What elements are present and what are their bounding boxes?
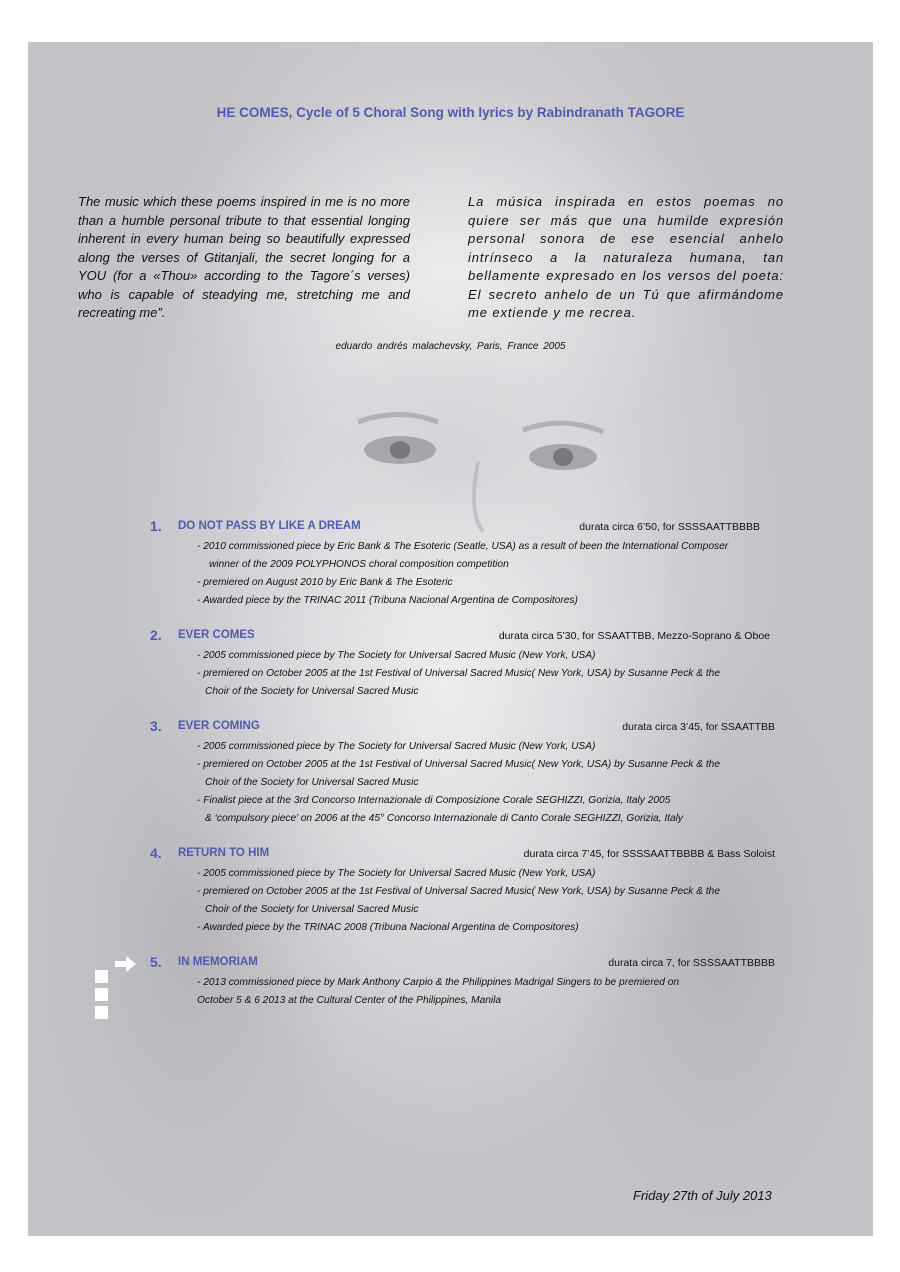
work-durata: durata circa 7’45, for SSSSAATTBBBB & Bass Soloist	[523, 848, 775, 860]
work-note: October 5 & 6 2013 at the Cultural Center of the Philippines, Manila	[197, 995, 502, 1006]
document-date: Friday 27th of July 2013	[633, 1188, 772, 1203]
work-item	[150, 518, 760, 610]
work-durata: durata circa 3’45, for SSAATTBB	[622, 721, 775, 733]
work-note: - Awarded piece by the TRINAC 2011 (Tribuna Nacional Argentina de Compositores)	[197, 595, 578, 606]
intro-spanish: La música inspirada en estos poemas no quiere ser más que una humilde expresión personal sonora de ese esencial anhelo intrínseco a la naturaleza humana, tan bellamente expresado en los versos del poeta: El secreto anhelo de un Tú que afirmándome me extiende y me recrea.	[468, 194, 784, 320]
work-note: Choir of the Society for Universal Sacred Music	[205, 904, 419, 915]
work-durata: durata circa 7, for SSSSAATTBBBB	[608, 957, 775, 969]
work-item	[150, 845, 775, 937]
work-item	[150, 627, 770, 701]
work-note: - premiered on October 2005 at the 1st Festival of Universal Sacred Music( New York, USA) by Susanne Peck & the	[197, 886, 721, 897]
work-number: 5.	[150, 954, 162, 970]
work-note: - 2005 commissioned piece by The Society for Universal Sacred Music (New York, USA)	[197, 650, 596, 661]
work-title: DO NOT PASS BY LIKE A DREAM	[178, 520, 361, 532]
work-item	[150, 718, 775, 828]
work-title: EVER COMING	[178, 720, 260, 732]
page-title: HE COMES, Cycle of 5 Choral Song with lyrics by Rabindranath TAGORE	[216, 105, 685, 120]
work-note: - 2005 commissioned piece by The Society for Universal Sacred Music (New York, USA)	[197, 741, 596, 752]
work-number: 1.	[150, 518, 162, 534]
work-note: - Awarded piece by the TRINAC 2008 (Tribuna Nacional Argentina de Compositores)	[197, 922, 579, 933]
work-note: - 2013 commissioned piece by Mark Anthony Carpio & the Philippines Madrigal Singers to be premiered on	[197, 977, 680, 988]
work-note: Choir of the Society for Universal Sacred Music	[205, 777, 419, 788]
work-note: - premiered on October 2005 at the 1st Festival of Universal Sacred Music( New York, USA) by Susanne Peck & the	[197, 759, 721, 770]
intro-english: The music which these poems inspired in me is no more than a humble personal tribute to that essential longing inherent in every human being so beautifully expressed along the verses of Gtitanjali, the secret longing for a YOU (for a «Thou» according to the Tagore´s verses) who is capable of steadying me, stretching me and recreating me”.	[78, 194, 410, 320]
menu-squares-icon[interactable]	[95, 970, 109, 1020]
work-number: 3.	[150, 718, 162, 734]
work-title: RETURN TO HIM	[178, 847, 270, 859]
work-note: - premiered on October 2005 at the 1st Festival of Universal Sacred Music( New York, USA) by Susanne Peck & the	[197, 668, 721, 679]
author-signature: eduardo andrés malachevsky, Paris, France 2005	[335, 341, 566, 352]
background-panel	[28, 42, 873, 1236]
work-note: - 2005 commissioned piece by The Society for Universal Sacred Music (New York, USA)	[197, 868, 596, 879]
work-durata: durata circa 5’30, for SSAATTBB, Mezzo-Soprano & Oboe	[498, 630, 770, 642]
work-number: 2.	[150, 627, 162, 643]
work-note: - premiered on August 2010 by Eric Bank & The Esoteric	[197, 577, 453, 588]
work-title: EVER COMES	[178, 629, 255, 641]
work-title: IN MEMORIAM	[178, 956, 258, 968]
work-note: - 2010 commissioned piece by Eric Bank & The Esoteric (Seatle, USA) as a result of been the International Composer	[197, 541, 729, 552]
work-note: & ‘compulsory piece’ on 2006 at the 45° Concorso Internazionale di Canto Corale SEGHIZZI, Gorizia, Italy	[205, 813, 684, 824]
work-durata: durata circa 6’50, for SSSSAATTBBBB	[579, 521, 760, 533]
arrow-right-icon	[114, 954, 138, 974]
works-list	[150, 518, 775, 1027]
work-note: Choir of the Society for Universal Sacred Music	[205, 686, 419, 697]
work-number: 4.	[150, 845, 162, 861]
work-note: - Finalist piece at the 3rd Concorso Internazionale di Composizione Corale SEGHIZZI, Gorizia, Italy 2005	[197, 795, 671, 806]
work-item	[150, 954, 775, 1010]
work-note: winner of the 2009 POLYPHONOS choral composition competition	[209, 559, 509, 570]
